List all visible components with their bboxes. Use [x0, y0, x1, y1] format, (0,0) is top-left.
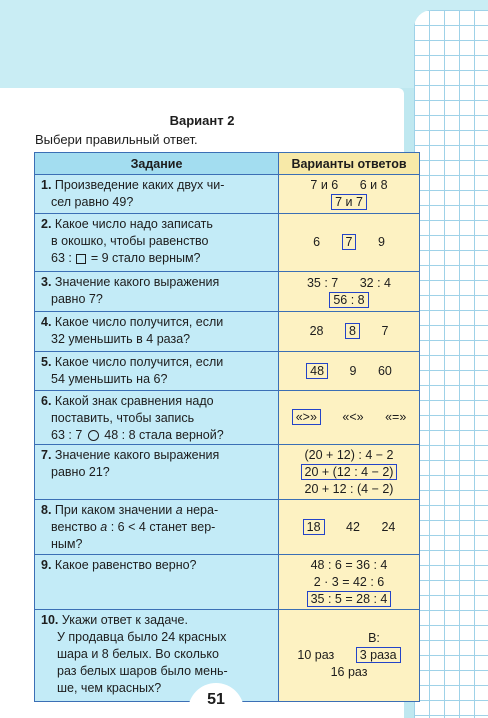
- task-row-9: [35, 555, 420, 610]
- correct-answer[interactable]: «>»: [292, 409, 321, 425]
- answer-option[interactable]: 28: [309, 324, 324, 338]
- correct-answer[interactable]: 56 : 8: [329, 292, 368, 308]
- instruction-text: Выбери правильный ответ.: [35, 132, 198, 147]
- tasks-table: [34, 152, 420, 702]
- question-line: 32 уменьшить в 4 раза?: [51, 332, 191, 346]
- task-number: 4.: [41, 315, 52, 329]
- question-line: Какой знак сравнения надо: [54, 394, 214, 408]
- question-line: Какое число получится, если: [54, 315, 224, 329]
- question-line: станет вер-: [149, 520, 216, 534]
- task-row-5: [35, 352, 420, 391]
- answers-8: [279, 500, 420, 555]
- question-line: шара и 8 белых. Во сколько: [57, 647, 219, 661]
- task-row-6: [35, 391, 420, 445]
- question-line: Какое число получится, если: [54, 355, 224, 369]
- question-line: ше, чем красных?: [57, 681, 162, 695]
- question-2: [35, 214, 279, 272]
- question-9: [35, 555, 279, 610]
- task-number: 9.: [41, 558, 52, 572]
- answers-6: [279, 391, 420, 445]
- question-1: [35, 175, 279, 214]
- answer-option[interactable]: 6: [313, 235, 321, 249]
- grid-paper: [414, 10, 488, 718]
- question-4: [35, 312, 279, 352]
- task-row-7: [35, 445, 420, 500]
- correct-answer[interactable]: 8: [345, 323, 360, 339]
- question-6: [35, 391, 279, 445]
- question-line: ным?: [51, 537, 83, 551]
- question-line: Значение какого выражения: [54, 275, 220, 289]
- answer-option[interactable]: «=»: [385, 410, 407, 424]
- answer-option[interactable]: 2 · 3 = 42 : 6: [313, 574, 385, 589]
- question-expression-end: 48 : 8 стала верной?: [104, 428, 224, 442]
- header-task: Задание: [35, 153, 279, 175]
- correct-answer[interactable]: 20 + (12 : 4 − 2): [301, 464, 398, 480]
- task-number: 3.: [41, 275, 52, 289]
- answers-5: [279, 352, 420, 391]
- task-row-8: [35, 500, 420, 555]
- question-expression-end: = 9 стало верным?: [90, 251, 201, 265]
- question-7: [35, 445, 279, 500]
- task-number: 8.: [41, 503, 52, 517]
- correct-answer[interactable]: 7 и 7: [331, 194, 367, 210]
- page-number: 51: [188, 683, 244, 718]
- task-number: 1.: [41, 178, 52, 192]
- correct-answer[interactable]: 3 раза: [356, 647, 401, 663]
- header-answers: Варианты ответов: [279, 153, 420, 175]
- answer-option[interactable]: 7 и 6: [310, 178, 339, 192]
- answer-option[interactable]: «<»: [342, 410, 364, 424]
- task-row-2: [35, 214, 420, 272]
- correct-answer[interactable]: 7: [342, 234, 357, 250]
- answer-option[interactable]: 48 : 6 = 36 : 4: [310, 557, 388, 572]
- answer-option[interactable]: 9: [349, 363, 357, 378]
- answers-1: [279, 175, 420, 214]
- table-header-row: [35, 153, 420, 175]
- answer-prefix: В:: [368, 631, 380, 645]
- question-8: [35, 500, 279, 555]
- answers-2: [279, 214, 420, 272]
- answer-option[interactable]: 7: [381, 324, 389, 338]
- question-line: Какое число надо записать: [54, 217, 213, 231]
- answer-option[interactable]: 6 и 8: [359, 178, 388, 192]
- task-row-4: [35, 312, 420, 352]
- task-row-3: [35, 272, 420, 312]
- question-line: Значение какого выражения: [54, 448, 220, 462]
- task-number: 6.: [41, 394, 52, 408]
- task-number: 10.: [41, 613, 59, 627]
- answer-option[interactable]: 32 : 4: [359, 275, 392, 290]
- question-line: равно 7?: [51, 292, 103, 306]
- question-line: нера-: [186, 503, 219, 517]
- empty-circle-icon: [88, 430, 99, 441]
- variable-a: a: [100, 520, 108, 534]
- answers-10: [279, 610, 420, 702]
- question-expression: 63 : 7: [51, 428, 83, 442]
- answer-option[interactable]: 10 раз: [297, 648, 335, 662]
- correct-answer[interactable]: 18: [303, 519, 325, 535]
- variable-a: a: [175, 503, 183, 517]
- correct-answer[interactable]: 35 : 5 = 28 : 4: [307, 591, 392, 607]
- question-expression: : 6 < 4: [110, 520, 146, 534]
- page-title: Вариант 2: [169, 113, 235, 128]
- question-10: [35, 610, 279, 702]
- answers-4: [279, 312, 420, 352]
- task-number: 2.: [41, 217, 52, 231]
- answer-option[interactable]: 60: [377, 363, 392, 378]
- question-line: в окошко, чтобы равенство: [51, 234, 209, 248]
- task-row-1: [35, 175, 420, 214]
- answer-option[interactable]: 24: [381, 519, 396, 534]
- answer-option[interactable]: 9: [377, 235, 385, 249]
- question-line: У продавца было 24 красных: [57, 630, 227, 644]
- question-5: [35, 352, 279, 391]
- empty-box-icon: [76, 254, 86, 264]
- question-line: При каком значении: [54, 503, 173, 517]
- answer-option[interactable]: 16 раз: [330, 665, 368, 679]
- question-line: равно 21?: [51, 465, 110, 479]
- answers-7: [279, 445, 420, 500]
- answers-3: [279, 272, 420, 312]
- task-number: 5.: [41, 355, 52, 369]
- question-line: 54 уменьшить на 6?: [51, 372, 168, 386]
- question-line: поставить, чтобы запись: [51, 411, 195, 425]
- question-expression: 63 :: [51, 251, 72, 265]
- question-line: Какое равенство верно?: [54, 558, 197, 572]
- answer-option[interactable]: 20 + 12 : (4 − 2): [304, 481, 394, 496]
- task-number: 7.: [41, 448, 52, 462]
- question-line: сел равно 49?: [51, 195, 134, 209]
- answer-option[interactable]: (20 + 12) : 4 − 2: [304, 447, 394, 462]
- question-3: [35, 272, 279, 312]
- answer-option[interactable]: 35 : 7: [306, 275, 339, 290]
- question-line: Укажи ответ к задаче.: [61, 613, 188, 627]
- correct-answer[interactable]: 48: [306, 363, 328, 379]
- answers-9: [279, 555, 420, 610]
- question-line: венство: [51, 520, 97, 534]
- answer-option[interactable]: 42: [346, 519, 360, 534]
- question-line: Произведение каких двух чи-: [54, 178, 225, 192]
- question-line: раз белых шаров было мень-: [57, 664, 228, 678]
